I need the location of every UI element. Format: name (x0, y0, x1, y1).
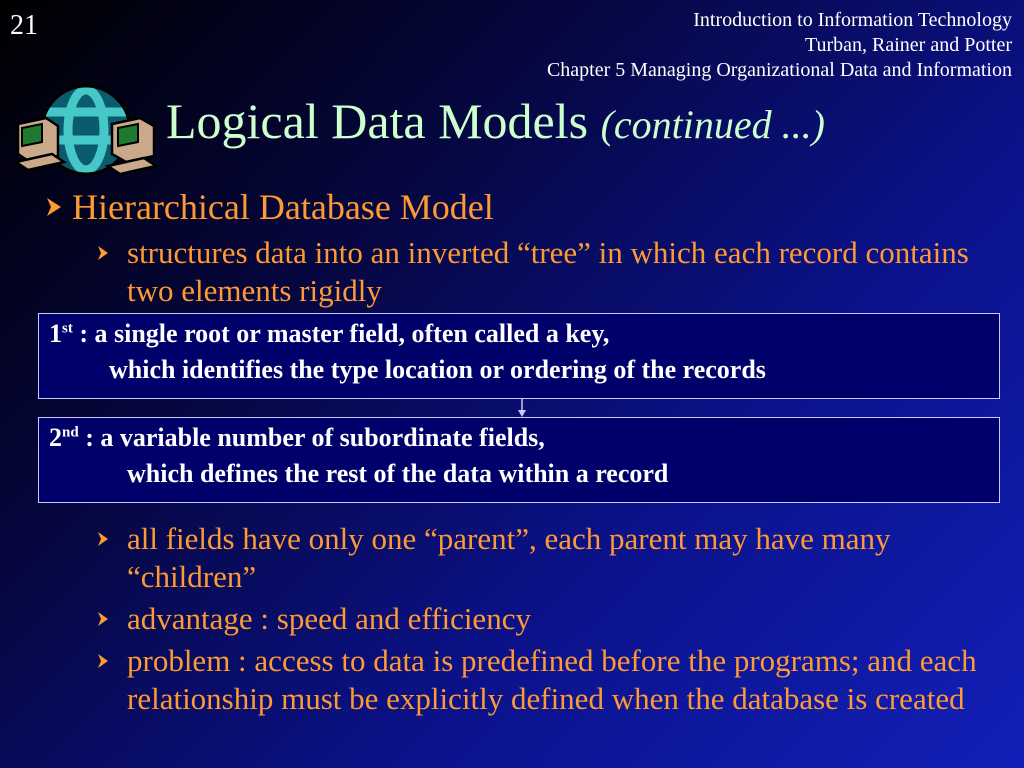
sub-bullet-item (92, 642, 1022, 718)
header-line-3: Chapter 5 Managing Organizational Data and Information (546, 59, 1012, 81)
sub-bullet-text: all fields have only one “parent”, each parent may have many “children” (127, 521, 891, 594)
slide-number: 21 (10, 10, 38, 41)
triangle-bullet-icon (44, 196, 64, 218)
box2-suffix: nd (62, 424, 79, 441)
first-element-box (38, 313, 1000, 399)
sub-bullet-item (92, 520, 1022, 596)
globe-network-computers-icon (10, 82, 160, 187)
triangle-bullet-icon (96, 653, 110, 669)
box1-ordinal: 1 (49, 319, 62, 348)
sub-bullets-top (92, 234, 1022, 314)
header-line-2: Turban, Rainer and Potter (804, 34, 1012, 56)
triangle-bullet-icon (96, 531, 110, 547)
box1-line2: which identifies the type location or ordering of the records (109, 355, 766, 384)
triangle-bullet-icon (96, 611, 110, 627)
sub-bullets-bottom (92, 520, 1022, 722)
box1-line1: : a single root or master field, often called a key, (72, 319, 610, 348)
sub-bullet-text: problem : access to data is predefined before the programs; and each relationship must be explicitly defined when the database is created (127, 643, 977, 716)
second-element-box (38, 417, 1000, 503)
triangle-bullet-icon (96, 245, 110, 261)
connector-arrow (515, 398, 529, 418)
sub-bullet-item (92, 600, 1022, 638)
title-main: Logical Data Models (166, 93, 589, 149)
box2-line1: : a variable number of subordinate fields, (78, 423, 545, 452)
box2-line2: which defines the rest of the data within a record (127, 459, 669, 488)
header-line-1: Introduction to Information Technology (693, 9, 1012, 31)
box1-suffix: st (62, 320, 73, 337)
sub-bullet-item (92, 234, 1022, 310)
sub-bullet-text: structures data into an inverted “tree” in which each record contains two elements rigidly (127, 235, 969, 308)
bullet-label: Hierarchical Database Model (72, 187, 494, 227)
slide-title (166, 92, 825, 150)
sub-bullet-text: advantage : speed and efficiency (127, 601, 531, 636)
title-continued: (continued ...) (600, 102, 825, 147)
bullet-hierarchical-model (52, 186, 494, 228)
box2-ordinal: 2 (49, 423, 62, 452)
course-header (547, 8, 1012, 83)
